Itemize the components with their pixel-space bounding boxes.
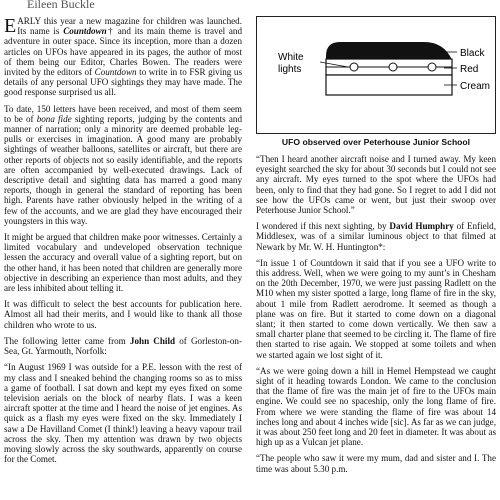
text-run: I wondered if this next sighting, by <box>256 221 390 232</box>
paragraph <box>256 221 496 252</box>
white-light <box>428 63 436 71</box>
paragraph: “Then I heard another aircraft noise and I turned away. My keen eyesight searched the sky for about 30 seconds but I could not see any aircraft. My eyes turned to the spot where the UFOs had been, only to find that they had gone. So I regret to add I did not see how the UFOs came or went, but just their swoop over Peterhouse Junior School.” <box>256 154 496 216</box>
paragraph: It was difficult to select the best accounts for publication here. Almost all had their merits, and I would like to thank all those children who wrote to us. <box>4 299 242 330</box>
white-light <box>350 63 358 71</box>
paragraph: “The people who saw it were my mum, dad and sister and I. The time was about 5.30 p.m. <box>256 453 496 474</box>
paragraph: “As we were going down a hill in Hemel Hempstead we caught sight of it heading towards London. We came to the conclusion that the flame of fire was the main jet of fire to the UFOs main engine. We could see no spaceship, only the long flame of fire. From where we were standing the flame of fire was about 14 inches long and about 4 inches wide [sic]. As far as we can judge, it was about 250 feet long and 20 feet in diameter. It was about as high up as a Vulcan jet plane. <box>256 365 496 448</box>
header-fragment: Eileen Buckle <box>27 0 95 11</box>
paragraph <box>4 336 242 356</box>
text-run: sighting reports, judging by the contents and manner of narration; only a minority are deemed probable leg-pulls or exercises in imagination. A good many are probably sightings of weather balloons, satellites or aircraft, but there are other reports of objects not so easily identifiable, and the reports are often accompanied by well-executed drawings. Lack of descriptive detail and sighting data has marred a good many reports, though in general the standard of reporting has been high. Parents have rather obviously helped in the writing of a few of the accounts, and we are glad they have encouraged their youngsters in this way. <box>4 113 242 226</box>
magazine-name: Countdown <box>63 26 107 37</box>
paragraph <box>4 104 242 226</box>
label-black: Black <box>460 48 485 59</box>
ufo-cream-band <box>326 75 452 95</box>
white-light <box>389 63 397 71</box>
label-white: White <box>278 52 304 63</box>
paragraph: “In issue 1 of Countdown it said that if you see a UFO write to this address. Well, when we were going to my aunt’s in Chesham on the 20th December, 1970, we were just passing Radlett on the M10 when my sister spotted a large, long flame of fire in the sky, about 1 mile from Radlett aerodrome. It seemed as though a plane was on fire. But it started to come down on a diagonal slant; it then started to come down vertically. We then saw a small charter plane that seemed to be circling it. The flame of fire then started to rise again. We stopped at some toilets and when we started again we lost sight of it. <box>256 257 496 360</box>
text-run: to write in to FSR giving us details of any personal UFO sightings they may have made. The good response surprised us all. <box>4 67 242 98</box>
paragraph <box>4 16 242 98</box>
text-run: of Enfield, Middlesex, was of a similar luminous object to that filmed at Newark by Mr. W. H. Huntington*: <box>256 221 496 252</box>
paragraph: It might be argued that children make poor witnesses. Certainly a limited vocabulary and undeveloped observation technique lessen the accuracy and overall value of a sighting report, but on the other hand, it has been noted that children are generally more objective in describing an experience than most adults, and they are less inhibited about telling it. <box>4 232 242 294</box>
ufo-drawing <box>256 16 496 134</box>
left-column <box>4 16 242 470</box>
text-run: of Gorleston-on-Sea, Gt. Yarmouth, Norfolk: <box>4 335 242 357</box>
text-run: The following letter came from <box>4 335 130 346</box>
label-red: Red <box>460 64 479 75</box>
text-run: ARLY this year a new magazine for children was launched. Its name is <box>17 16 242 37</box>
magazine-name: Countdown <box>94 67 137 78</box>
emphasis: bona fide <box>36 113 72 124</box>
text-run: To date, 150 letters have been received, and most of them seem to be of <box>4 103 242 124</box>
label-cream: Cream <box>460 81 491 92</box>
correspondent-name: John Child <box>129 335 176 346</box>
figure-caption: UFO observed over Peterhouse Junior School <box>281 137 471 147</box>
paragraph: “In August 1969 I was outside for a P.E. lesson with the rest of my class and I sneaked behind the changing rooms so as to miss a game of football. I sat down and kept my eyes fixed on some television aerials on the block of nearby flats. I was a keen aircraft spotter at the time and I heard the noise of jet engines. As quick as a flash my eyes were fixed on the sky. Immediately I saw a De Havilland Comet (I think!) leaving a heavy vapour trail across the sky. Then my attention was drawn by two objects moving slowly across the sky southwards, apparently on course for the Comet. <box>4 362 242 465</box>
label-lights: lights <box>278 64 302 75</box>
right-column <box>256 154 496 480</box>
drop-cap: E <box>4 15 17 37</box>
correspondent-name: David Humphry <box>389 221 454 232</box>
text-run: † and its main theme is travel and adventure in outer space. Since its inception, more than a dozen articles on UFOs have appeared in its pages, the author of most of them being our Editor, Charles Bowen. The readers were invited by the editors of <box>4 26 242 78</box>
